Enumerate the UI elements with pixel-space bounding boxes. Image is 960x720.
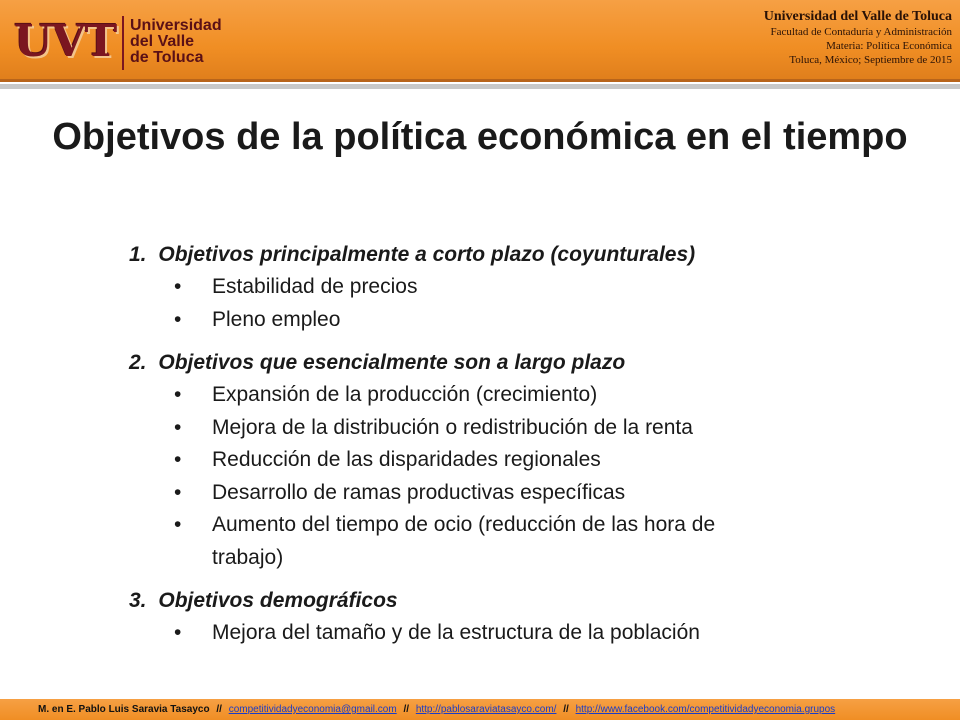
website-link[interactable]: http://pablosaraviatasayco.com/ (415, 704, 557, 715)
bullet-icon: • (174, 513, 182, 536)
list-item (129, 379, 889, 412)
uvt-logo (6, 10, 234, 76)
logo-name (130, 18, 222, 66)
bullet-icon: • (174, 415, 182, 439)
list-item-text: Mejora del tamaño y de la estructura de la población (212, 621, 700, 644)
list-item (129, 477, 889, 510)
logo-name-line: de Toluca (130, 49, 204, 66)
subject-name: Materia: Política Económica (826, 40, 952, 52)
institution-name: Universidad del Valle de Toluca (763, 9, 952, 24)
header-divider (0, 84, 960, 89)
list-item (129, 304, 889, 337)
bullet-icon: • (174, 448, 182, 471)
section-demographic (129, 584, 889, 650)
list-item-text: Desarrollo de ramas productivas específicas (212, 480, 626, 504)
list-item (129, 444, 889, 477)
slide-footer (0, 699, 960, 720)
logo-name-line: Universidad (130, 17, 222, 34)
logo-divider (122, 16, 124, 70)
section-heading-text: Objetivos principalmente a corto plazo (coyunturales) (158, 243, 696, 266)
bullet-icon: • (174, 621, 182, 644)
list-item (129, 617, 889, 650)
faculty-name: Facultad de Contaduría y Administración (770, 26, 952, 38)
bullet-list (129, 617, 889, 650)
list-item-text: Mejora de la distribución o redistribución de la renta (212, 415, 693, 439)
list-item-text: Reducción de las disparidades regionales (212, 448, 601, 471)
bullet-list (129, 271, 889, 336)
bullet-icon: • (174, 383, 182, 406)
author-name: M. en E. Pablo Luis Saravia Tasayco (38, 704, 210, 715)
section-short-term (129, 238, 889, 336)
list-item (129, 271, 889, 304)
logo-name-line: del Valle (130, 33, 195, 50)
slide-content (129, 238, 889, 660)
list-item-text: Estabilidad de precios (212, 275, 418, 298)
section-number: 1. (129, 243, 147, 266)
list-item-text: Pleno empleo (212, 307, 341, 331)
bullet-icon: • (174, 307, 182, 331)
list-item-text: Aumento del tiempo de ocio (reducción de las hora de trabajo) (212, 513, 716, 569)
section-number: 3. (129, 589, 147, 612)
section-number: 2. (129, 351, 147, 374)
section-heading (129, 238, 889, 271)
list-item-text: Expansión de la producción (crecimiento) (212, 383, 598, 406)
email-link[interactable]: competitividadyeconomia@gmail.com (228, 704, 397, 715)
footer-separator: // (563, 704, 569, 715)
facebook-link[interactable]: http://www.facebook.com/competitividadyeconomia.grupos (575, 704, 836, 715)
bullet-list (129, 379, 889, 574)
section-heading-text: Objetivos que esencialmente son a largo plazo (158, 351, 626, 374)
footer-separator: // (216, 704, 222, 715)
list-item (129, 412, 889, 445)
list-item (129, 509, 769, 574)
bullet-icon: • (174, 480, 182, 504)
bullet-icon: • (174, 275, 182, 298)
section-heading (129, 584, 889, 617)
footer-separator: // (403, 704, 410, 715)
section-heading-text: Objetivos demográficos (158, 589, 398, 612)
place-date: Toluca, México; Septiembre de 2015 (789, 54, 952, 66)
section-heading (129, 346, 889, 379)
logo-letters: UVT (14, 16, 117, 67)
section-long-term (129, 346, 889, 574)
institution-info (592, 8, 952, 67)
slide-header (0, 0, 960, 82)
slide-title: Objetivos de la política económica en el tiempo (52, 116, 908, 158)
